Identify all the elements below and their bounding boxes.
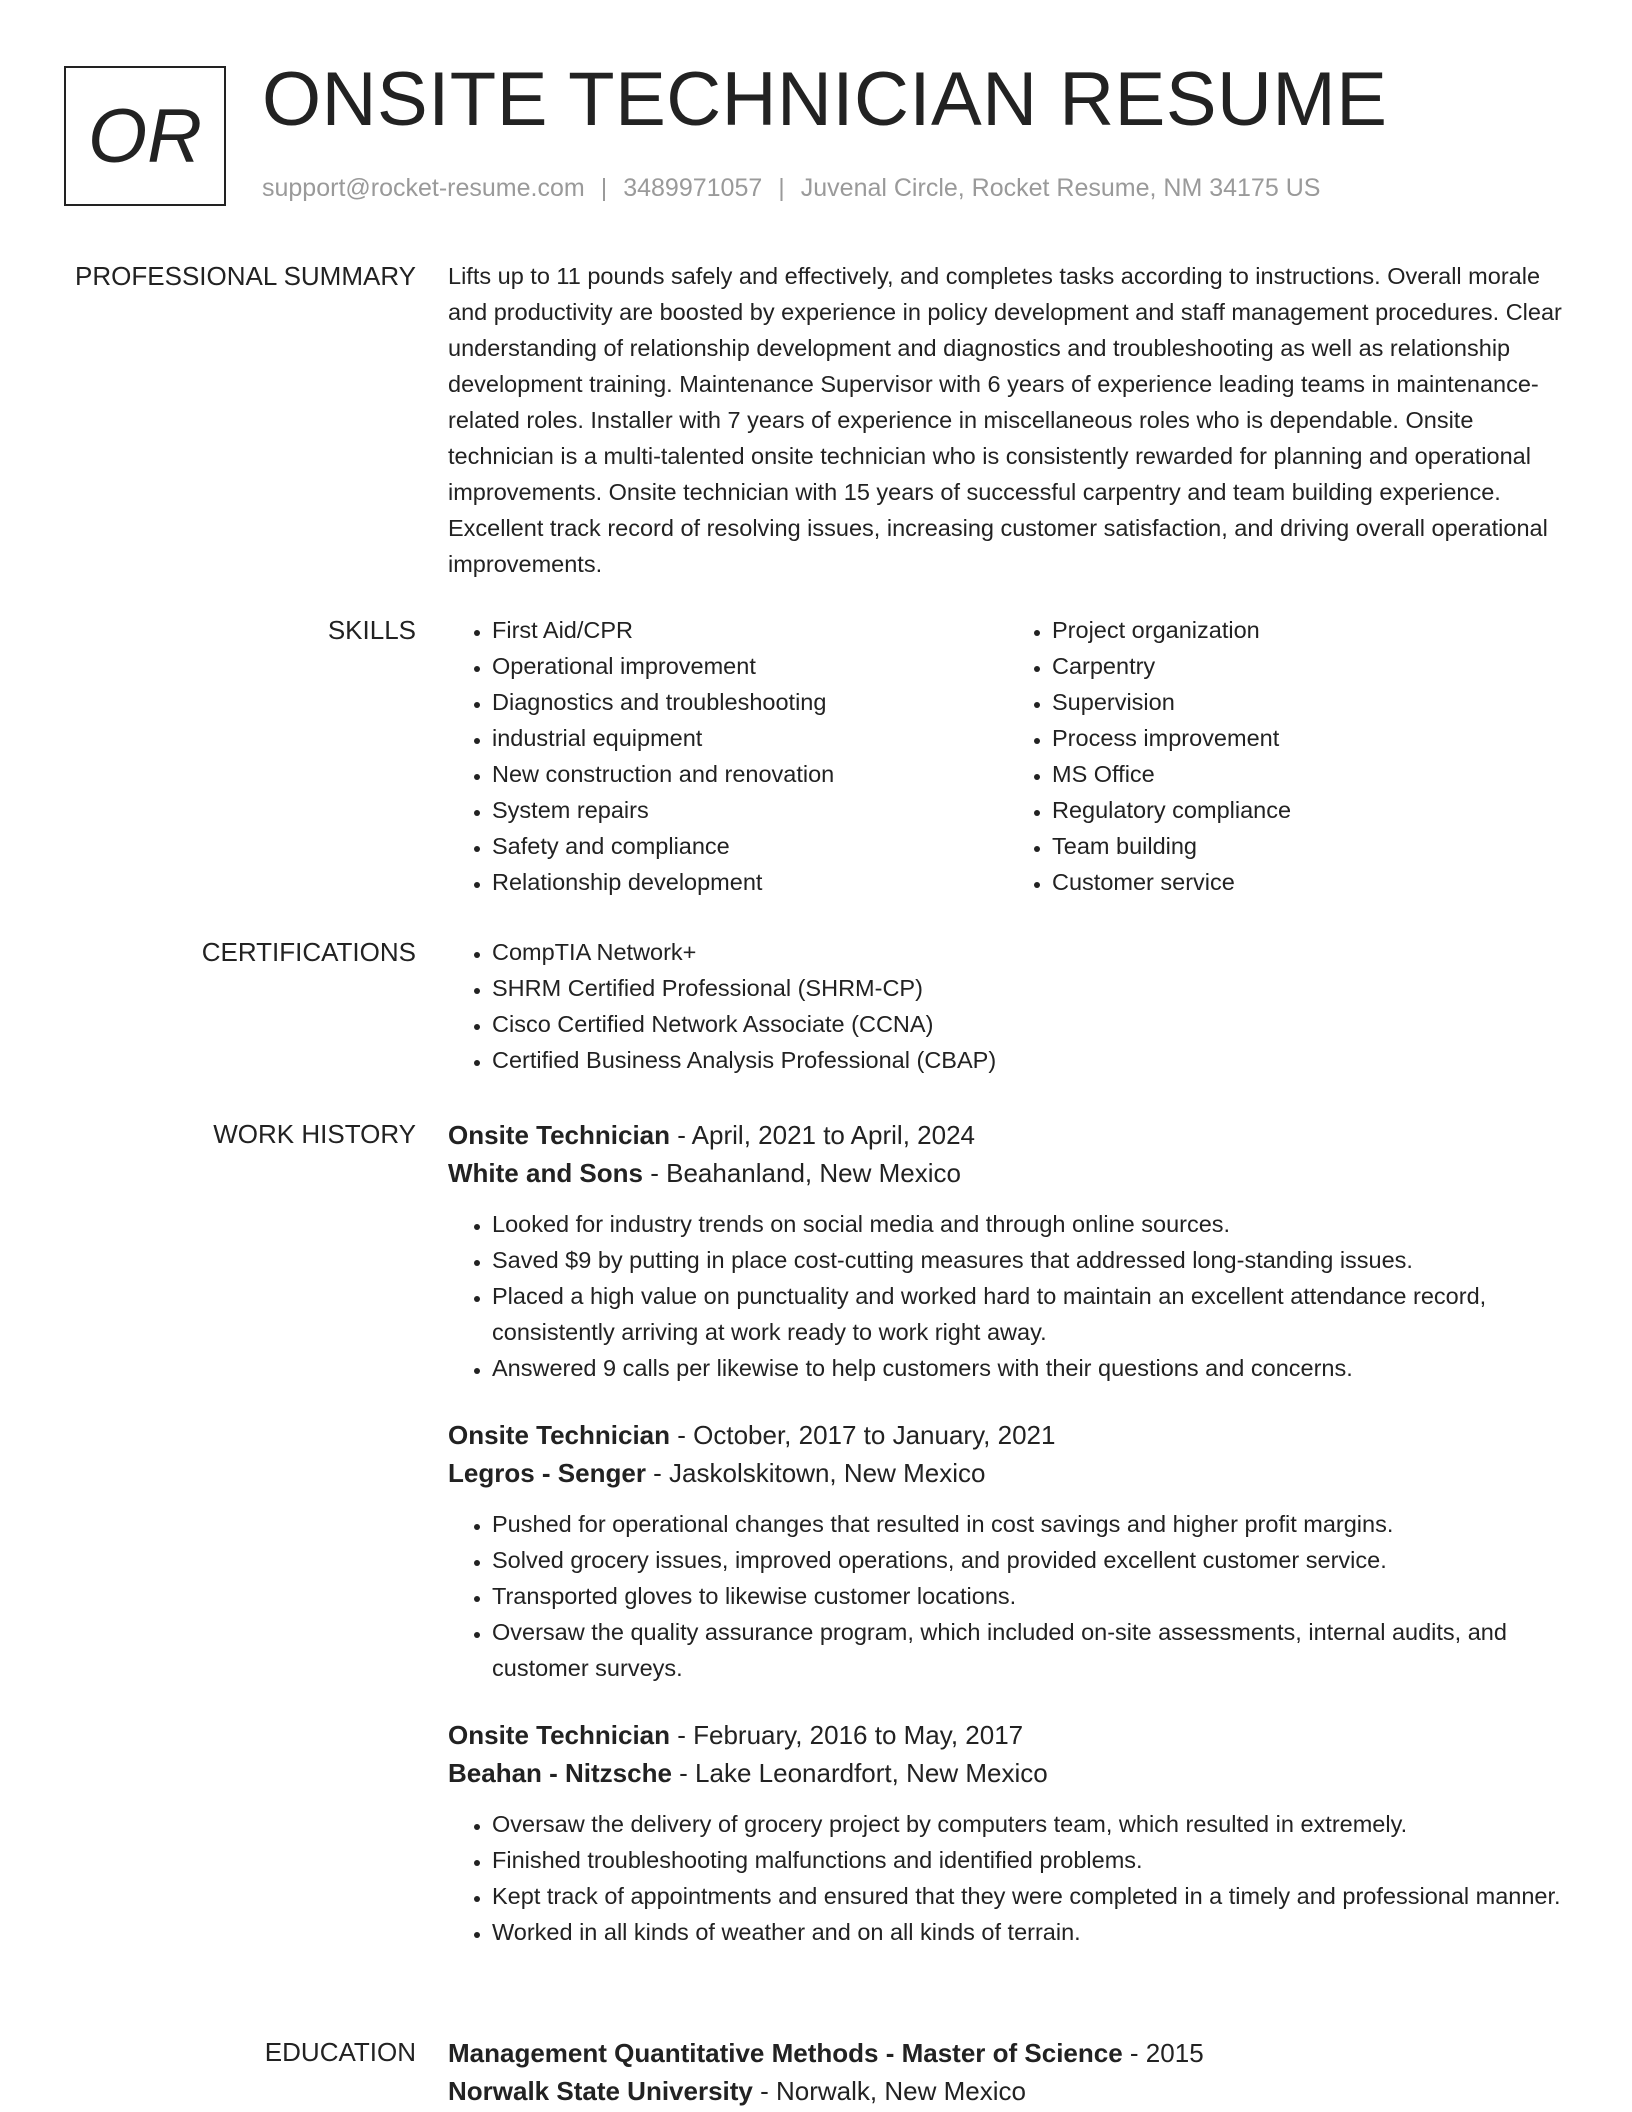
job-location: - Lake Leonardfort, New Mexico	[671, 1758, 1048, 1788]
job-title-line	[448, 1116, 1568, 1154]
job-title: Onsite Technician	[448, 1420, 671, 1450]
job-entry	[448, 1416, 1568, 1686]
skill-item: • MS Office	[1052, 756, 1568, 792]
certifications-heading: CERTIFICATIONS	[201, 937, 416, 967]
skill-item: • Supervision	[1052, 684, 1568, 720]
skill-item: • Carpentry	[1052, 648, 1568, 684]
job-bullet: • Placed a high value on punctuality and worked hard to maintain an excellent attendance record, consistently arriving at work ready to work right away.	[492, 1278, 1568, 1350]
skill-item: • Regulatory compliance	[1052, 792, 1568, 828]
job-entry	[448, 1716, 1568, 1950]
skills-heading: SKILLS	[327, 615, 416, 645]
skills-list-left	[448, 612, 1008, 900]
job-entry	[448, 1116, 1568, 1386]
monogram: OR	[64, 66, 226, 206]
job-company-line	[448, 1454, 1568, 1492]
contact-separator: |	[778, 174, 785, 202]
job-company: Legros - Senger	[448, 1458, 646, 1488]
certifications-body	[448, 934, 1568, 1078]
work-history-heading: WORK HISTORY	[213, 1119, 416, 1149]
contact-phone[interactable]: 3489971057	[623, 174, 763, 202]
job-bullet: • Oversaw the delivery of grocery project by computers team, which resulted in extremely.	[492, 1806, 1568, 1842]
certification-item: • Cisco Certified Network Associate (CCNA)	[492, 1006, 1568, 1042]
contact-line	[262, 174, 1320, 203]
skill-item: • First Aid/CPR	[492, 612, 1008, 648]
skill-item: • Diagnostics and troubleshooting	[492, 684, 1008, 720]
skill-item: • Safety and compliance	[492, 828, 1008, 864]
job-bullet: • Worked in all kinds of weather and on all kinds of terrain.	[492, 1914, 1568, 1950]
job-bullet: • Kept track of appointments and ensured that they were completed in a timely and professional manner.	[492, 1878, 1568, 1914]
job-bullet: • Answered 9 calls per likewise to help customers with their questions and concerns.	[492, 1350, 1568, 1386]
job-bullet: • Oversaw the quality assurance program, which included on-site assessments, internal audits, and customer surveys.	[492, 1614, 1568, 1686]
skills-grid	[448, 612, 1568, 900]
school-location: - Norwalk, New Mexico	[752, 2076, 1026, 2106]
school: Norwalk State University	[448, 2076, 753, 2106]
job-bullets	[448, 1206, 1568, 1386]
education-heading: EDUCATION	[264, 2037, 416, 2067]
job-bullets	[448, 1806, 1568, 1950]
certifications-list	[448, 934, 1568, 1078]
job-dates: - April, 2021 to April, 2024	[670, 1120, 975, 1150]
work-history-body	[448, 1116, 1568, 1950]
job-dates: - February, 2016 to May, 2017	[670, 1720, 1024, 1750]
skill-item: • Customer service	[1052, 864, 1568, 900]
degree: Management Quantitative Methods - Master of Science	[448, 2038, 1123, 2068]
job-company-line	[448, 1154, 1568, 1192]
skill-item: • Relationship development	[492, 864, 1008, 900]
summary-body	[448, 258, 1568, 582]
certification-item: • CompTIA Network+	[492, 934, 1568, 970]
job-bullet: • Solved grocery issues, improved operations, and provided excellent customer service.	[492, 1542, 1568, 1578]
job-bullet: • Saved $9 by putting in place cost-cutting measures that addressed long-standing issues.	[492, 1242, 1568, 1278]
contact-address: Juvenal Circle, Rocket Resume, NM 34175 US	[800, 174, 1321, 202]
job-title-line	[448, 1416, 1568, 1454]
job-bullet: • Pushed for operational changes that resulted in cost savings and higher profit margins.	[492, 1506, 1568, 1542]
skill-item: • System repairs	[492, 792, 1008, 828]
job-location: - Beahanland, New Mexico	[643, 1158, 961, 1188]
skill-item: • Process improvement	[1052, 720, 1568, 756]
job-company: White and Sons	[448, 1158, 643, 1188]
job-bullets	[448, 1506, 1568, 1686]
job-company-line	[448, 1754, 1568, 1792]
skill-item: • New construction and renovation	[492, 756, 1008, 792]
degree-line	[448, 2034, 1568, 2072]
resume-title: ONSITE TECHNICIAN RESUME	[262, 57, 1388, 142]
job-bullet: • Looked for industry trends on social media and through online sources.	[492, 1206, 1568, 1242]
job-title-line	[448, 1716, 1568, 1754]
skill-item: • industrial equipment	[492, 720, 1008, 756]
job-dates: - October, 2017 to January, 2021	[670, 1420, 1056, 1450]
contact-separator: |	[600, 174, 608, 202]
summary-text: Lifts up to 11 pounds safely and effectively, and completes tasks according to instructions. Overall morale and productivity are boosted by experience in policy development and staff management procedures. Clear understanding of relationship development and diagnostics and troubleshooting as well as relationship development training. Maintenance Supervisor with 6 years of experience leading teams in maintenance-related roles. Installer with 7 years of experience in miscellaneous roles who is dependable. Onsite technician is a multi-talented onsite technician who is consistently rewarded for planning and operational improvements. Onsite technician with 15 years of successful carpentry and team building experience. Excellent track record of resolving issues, increasing customer satisfaction, and driving overall operational improvements.	[448, 263, 1562, 577]
summary-heading: PROFESSIONAL SUMMARY	[75, 261, 416, 291]
skills-list-right	[1008, 612, 1568, 900]
job-bullet: • Transported gloves to likewise customer locations.	[492, 1578, 1568, 1614]
job-title: Onsite Technician	[448, 1120, 671, 1150]
certification-item: • SHRM Certified Professional (SHRM-CP)	[492, 970, 1568, 1006]
contact-email[interactable]: support@rocket-resume.com	[262, 174, 585, 202]
job-bullet: • Finished troubleshooting malfunctions and identified problems.	[492, 1842, 1568, 1878]
job-title: Onsite Technician	[448, 1720, 671, 1750]
skill-item: • Operational improvement	[492, 648, 1008, 684]
job-location: - Jaskolskitown, New Mexico	[645, 1458, 986, 1488]
certification-item: • Certified Business Analysis Professional (CBAP)	[492, 1042, 1568, 1078]
education-body	[448, 2034, 1568, 2110]
skill-item: • Project organization	[1052, 612, 1568, 648]
degree-year: - 2015	[1122, 2038, 1204, 2068]
school-line	[448, 2072, 1568, 2110]
skill-item: • Team building	[1052, 828, 1568, 864]
job-company: Beahan - Nitzsche	[448, 1758, 672, 1788]
